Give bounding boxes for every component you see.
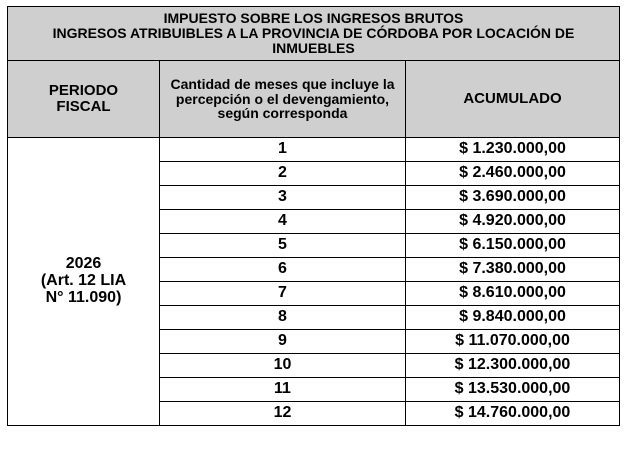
header-acumulado bbox=[406, 61, 620, 138]
table-title-line3: INMUEBLES bbox=[272, 39, 355, 56]
table-title bbox=[8, 7, 620, 61]
meses-cell: 5 bbox=[160, 234, 406, 258]
acumulado-cell: $ 14.760.000,00 bbox=[406, 402, 620, 426]
header-meses-label: Cantidad de meses que incluye la percepción o el devengamiento, según corresponda bbox=[170, 75, 395, 122]
acumulado-cell: $ 1.230.000,00 bbox=[406, 138, 620, 162]
acumulado-cell: $ 13.530.000,00 bbox=[406, 378, 620, 402]
meses-cell: 12 bbox=[160, 402, 406, 426]
acumulado-cell: $ 9.840.000,00 bbox=[406, 306, 620, 330]
meses-cell: 4 bbox=[160, 210, 406, 234]
meses-cell: 7 bbox=[160, 282, 406, 306]
periodo-article: (Art. 12 LIA bbox=[40, 272, 127, 290]
meses-cell: 9 bbox=[160, 330, 406, 354]
acumulado-cell: $ 12.300.000,00 bbox=[406, 354, 620, 378]
meses-cell: 8 bbox=[160, 306, 406, 330]
meses-cell: 3 bbox=[160, 186, 406, 210]
meses-cell: 2 bbox=[160, 162, 406, 186]
acumulado-cell: $ 11.070.000,00 bbox=[406, 330, 620, 354]
table-title-line1: IMPUESTO SOBRE LOS INGRESOS BRUTOS bbox=[163, 10, 464, 27]
acumulado-cell: $ 3.690.000,00 bbox=[406, 186, 620, 210]
header-cantidad-meses bbox=[160, 61, 406, 138]
acumulado-cell: $ 6.150.000,00 bbox=[406, 234, 620, 258]
periodo-year: 2026 bbox=[65, 255, 102, 273]
header-periodo-line1: PERIODO bbox=[48, 82, 119, 100]
meses-cell: 1 bbox=[160, 138, 406, 162]
acumulado-cell: $ 4.920.000,00 bbox=[406, 210, 620, 234]
meses-cell: 10 bbox=[160, 354, 406, 378]
header-periodo-line2: FISCAL bbox=[56, 98, 111, 115]
header-acumulado-label: ACUMULADO bbox=[463, 90, 562, 108]
acumulado-cell: $ 8.610.000,00 bbox=[406, 282, 620, 306]
header-periodo-fiscal bbox=[8, 61, 160, 138]
meses-cell: 6 bbox=[160, 258, 406, 282]
table-row bbox=[8, 138, 620, 162]
acumulado-cell: $ 7.380.000,00 bbox=[406, 258, 620, 282]
table-title-line2: INGRESOS ATRIBUIBLES A LA PROVINCIA DE CÓRDOBA POR LOCACIÓN DE bbox=[52, 25, 575, 42]
meses-cell: 11 bbox=[160, 378, 406, 402]
periodo-fiscal-cell bbox=[8, 138, 160, 426]
tax-table bbox=[7, 6, 620, 426]
periodo-law: N° 11.090) bbox=[45, 288, 122, 306]
acumulado-cell: $ 2.460.000,00 bbox=[406, 162, 620, 186]
